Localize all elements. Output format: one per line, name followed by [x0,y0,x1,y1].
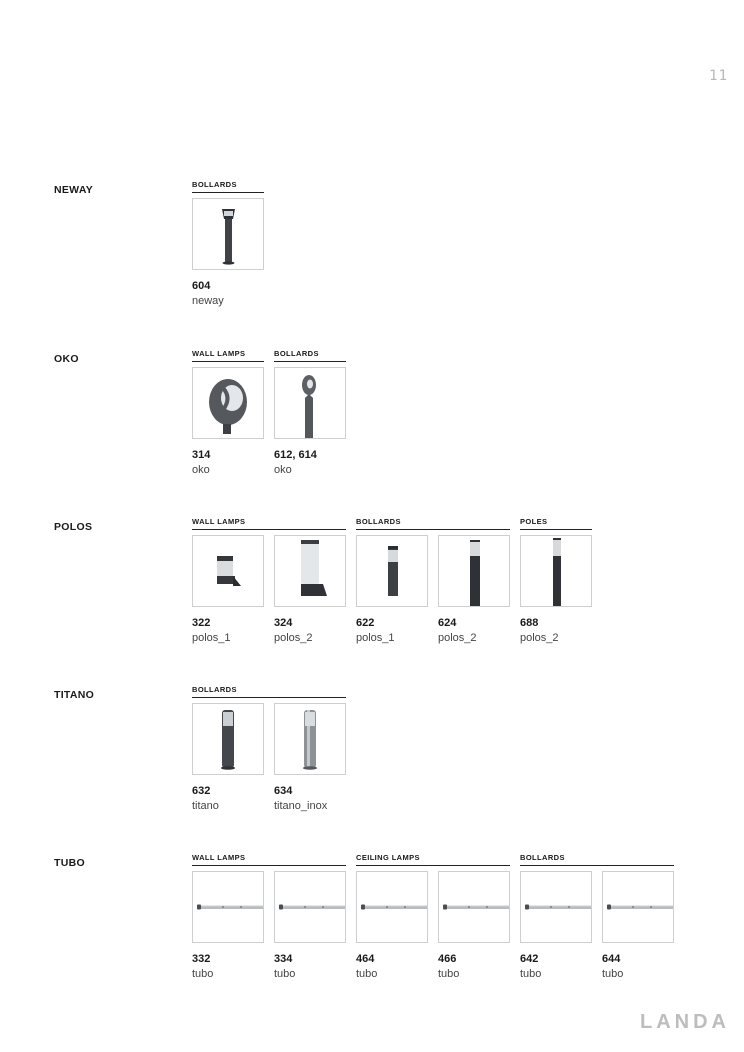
product-card[interactable] [274,367,346,476]
product-thumbnail[interactable] [602,871,674,943]
product-thumbnail[interactable] [274,535,346,607]
family-section [0,349,744,509]
bollard-oko-icon [275,368,345,438]
product-card[interactable] [356,871,428,980]
product-code: 314 [192,449,211,461]
product-card[interactable] [520,535,592,644]
product-code: 332 [192,953,211,965]
product-name: oko [274,464,292,476]
family-name: NEWAY [54,184,94,196]
bollard-titano-inox-icon [275,704,345,774]
product-code: 624 [438,617,457,629]
product-name: titano [192,800,219,812]
family-section [0,180,744,340]
product-thumbnail[interactable] [356,871,428,943]
product-code: 642 [520,953,539,965]
product-thumbnail[interactable] [274,367,346,439]
product-name: polos_1 [356,632,395,644]
product-card[interactable] [438,871,510,980]
category-header: BOLLARDS [192,685,346,698]
product-code: 322 [192,617,211,629]
product-code: 644 [602,953,621,965]
product-card[interactable] [356,535,428,644]
product-thumbnail[interactable] [520,535,592,607]
category-header: BOLLARDS [520,853,674,866]
product-code: 612, 614 [274,449,317,461]
product-code: 324 [274,617,293,629]
product-thumbnail[interactable] [192,367,264,439]
bollard-titano-icon [193,704,263,774]
family-name: TITANO [54,689,95,701]
product-card[interactable] [192,198,264,307]
family-name: OKO [54,353,79,365]
product-card[interactable] [274,703,346,812]
linear-tube-icon [439,872,509,942]
pole-polos-icon [521,536,591,606]
category-header: POLES [520,517,592,530]
product-card[interactable] [602,871,674,980]
product-thumbnail[interactable] [520,871,592,943]
category-header: WALL LAMPS [192,517,346,530]
linear-tube-icon [603,872,673,942]
category-header: BOLLARDS [192,180,264,193]
product-code: 334 [274,953,293,965]
product-code: 622 [356,617,375,629]
product-name: tubo [274,968,296,980]
family-name: POLOS [54,521,93,533]
linear-tube-icon [521,872,591,942]
product-name: tubo [192,968,214,980]
family-name: TUBO [54,857,85,869]
product-thumbnail[interactable] [192,871,264,943]
wall-lamp-polos-short-icon [193,536,263,606]
product-name: polos_1 [192,632,231,644]
wall-lamp-polos-tall-icon [275,536,345,606]
bollard-neway-icon [193,199,263,269]
product-card[interactable] [192,367,264,476]
product-card[interactable] [520,871,592,980]
category-header: BOLLARDS [356,517,510,530]
product-name: polos_2 [274,632,313,644]
product-name: oko [192,464,210,476]
product-code: 634 [274,785,293,797]
family-section [0,685,744,845]
product-card[interactable] [438,535,510,644]
product-code: 632 [192,785,211,797]
linear-tube-icon [193,872,263,942]
product-thumbnail[interactable] [192,198,264,270]
product-code: 688 [520,617,539,629]
product-code: 466 [438,953,457,965]
product-thumbnail[interactable] [274,871,346,943]
product-thumbnail[interactable] [438,871,510,943]
product-code: 604 [192,280,211,292]
product-name: tubo [438,968,460,980]
product-card[interactable] [274,871,346,980]
linear-tube-icon [275,872,345,942]
category-header: WALL LAMPS [192,349,264,362]
page-number: 11 [709,68,728,84]
product-code: 464 [356,953,375,965]
product-name: titano_inox [274,800,328,812]
category-header: BOLLARDS [274,349,346,362]
product-name: polos_2 [520,632,559,644]
product-thumbnail[interactable] [356,535,428,607]
category-header: CEILING LAMPS [356,853,510,866]
family-section [0,517,744,677]
product-card[interactable] [192,703,264,812]
wall-lamp-oko-icon [193,368,263,438]
category-header: WALL LAMPS [192,853,346,866]
product-card[interactable] [192,871,264,980]
product-name: tubo [520,968,542,980]
product-card[interactable] [192,535,264,644]
brand-logo: LANDA [640,1011,730,1033]
product-thumbnail[interactable] [192,703,264,775]
linear-tube-icon [357,872,427,942]
product-thumbnail[interactable] [274,703,346,775]
bollard-polos-tall-icon [439,536,509,606]
product-name: tubo [356,968,378,980]
product-thumbnail[interactable] [192,535,264,607]
product-card[interactable] [274,535,346,644]
product-thumbnail[interactable] [438,535,510,607]
family-section [0,853,744,1013]
product-name: neway [192,295,224,307]
product-name: tubo [602,968,624,980]
bollard-polos-short-icon [357,536,427,606]
product-name: polos_2 [438,632,477,644]
